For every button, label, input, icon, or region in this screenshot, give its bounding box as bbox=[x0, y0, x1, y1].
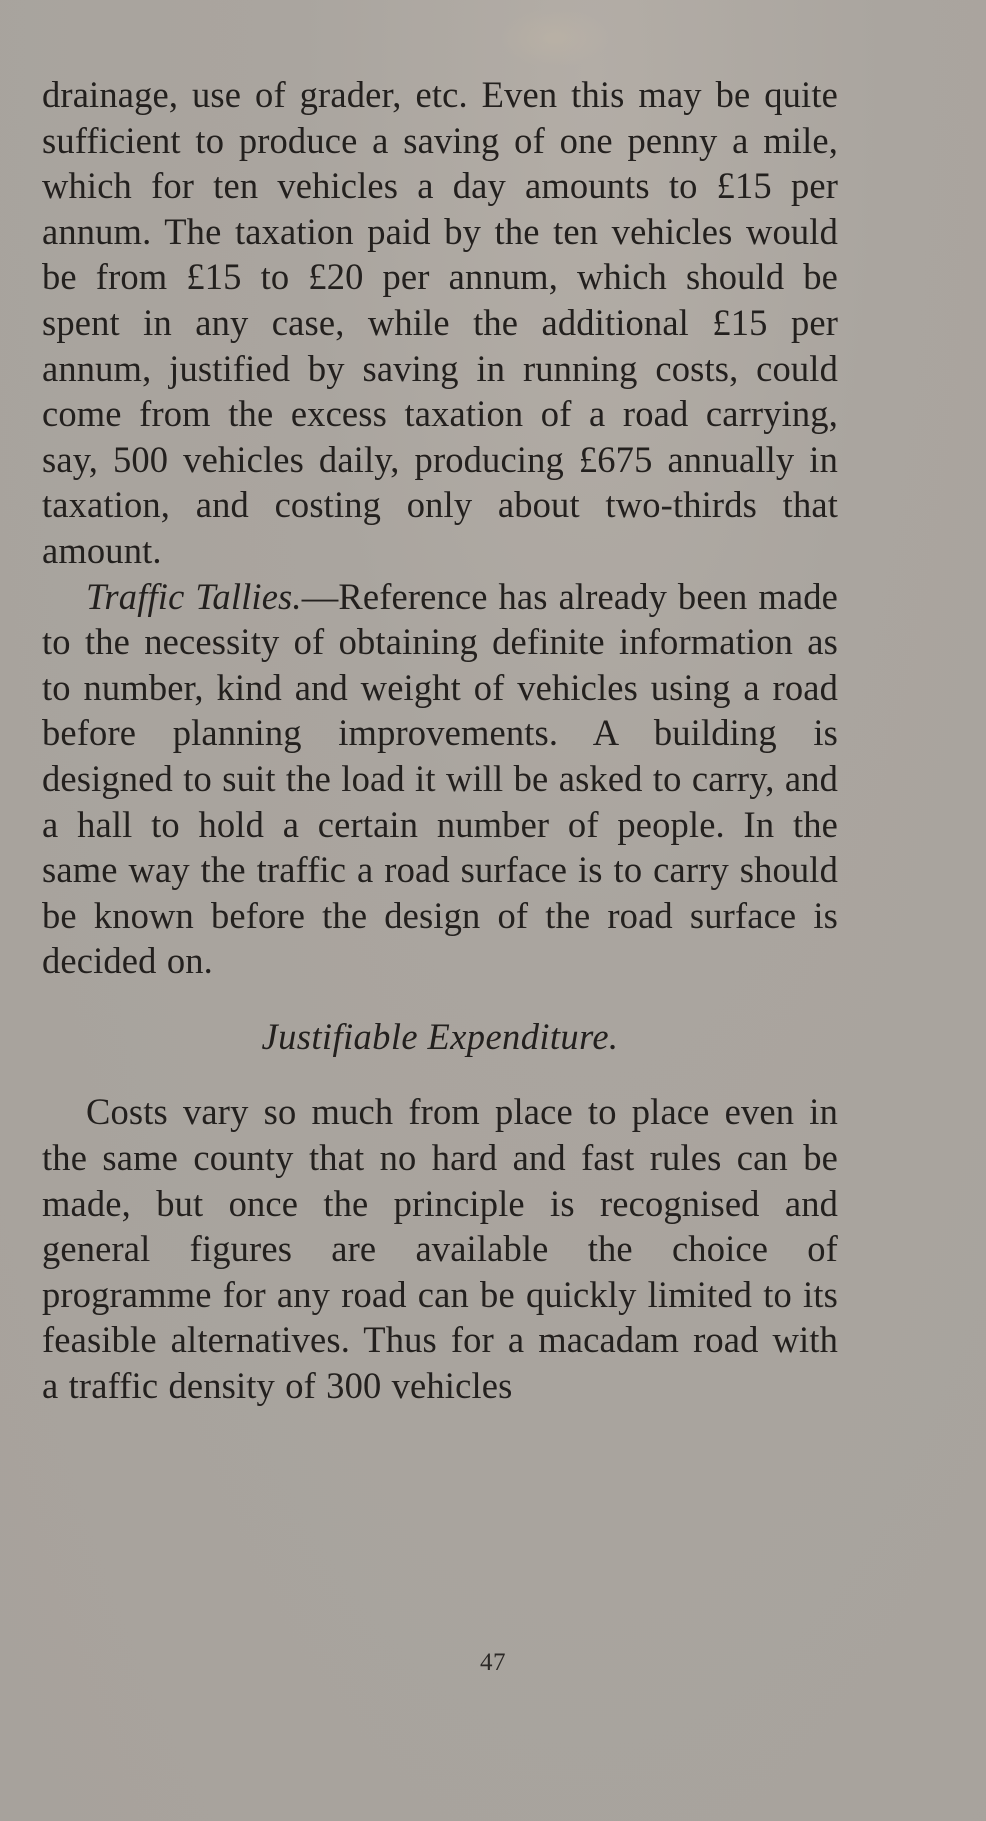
paragraph-traffic-tallies bbox=[42, 574, 838, 984]
section-heading: Justifiable Expenditure. bbox=[261, 1015, 619, 1057]
page-body bbox=[42, 72, 838, 1409]
paragraph-text: Costs vary so much from place to place even in the same county that no hard and fast rules can be made, but once the principle is recognised and general figures are available the choice of programme for any road can be quickly limited to its feasible alternatives. Thus for a macadam road with a traffic density of 300 vehicles bbox=[42, 1091, 838, 1407]
page-number: 47 bbox=[480, 1649, 506, 1676]
paragraph-text: —Reference has already been made to the necessity of obtaining definite information as to number, kind and weight of vehicles using a road before planning improvements. A building is designed to suit the load it will be asked to carry, and a hall to hold a certain number of people. In the same way the traffic a road surface is to carry should be known before the design of the road surface is decided on. bbox=[42, 575, 839, 982]
paragraph-text: drainage, use of grader, etc. Even this may be quite sufficient to produce a saving of one penny a mile, which for ten vehicles a day amounts to £15 per annum. The taxation paid by the ten vehicles would be from £15 to £20 per annum, which should be spent in any case, while the additional £15 per annum, justified by saving in running costs, could come from the excess taxation of a road carrying, say, 500 vehicles daily, producing £675 annually in taxation, and costing only about two-thirds that amount. bbox=[42, 74, 838, 571]
paragraph-road-maintenance-savings bbox=[42, 72, 838, 574]
paragraph-justifiable-expenditure bbox=[42, 1089, 838, 1408]
run-in-heading-traffic-tallies: Traffic Tallies. bbox=[86, 575, 302, 617]
paper-stain bbox=[500, 8, 610, 68]
